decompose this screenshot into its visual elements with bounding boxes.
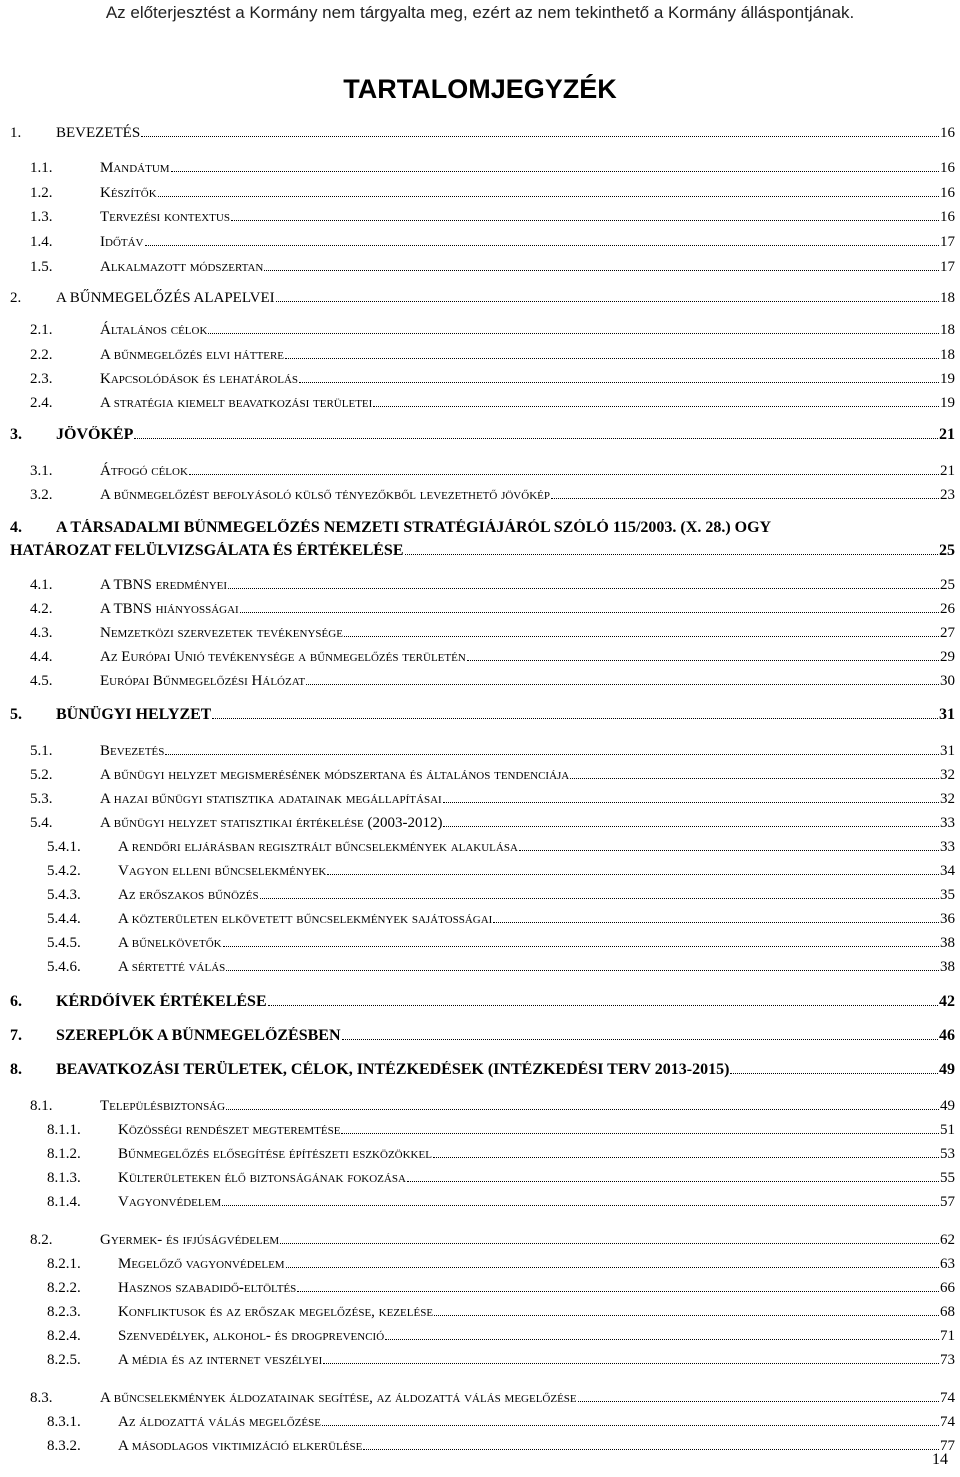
toc-entry-number: 2.1. [30,322,53,338]
toc-entry-2-2[interactable] [30,346,955,364]
toc-entry-title: Településbiztonság [100,1098,226,1114]
leader-dots [280,1243,939,1244]
toc-entry-title: Tervezési kontextus [100,209,230,225]
toc-entry-page: 31 [939,706,955,723]
toc-entry-5[interactable] [10,706,955,724]
toc-entry-title: Kapcsolódások és lehatárolás [100,371,299,387]
toc-entry-title: A bűnelkövetők [118,935,222,951]
leader-dots [467,660,939,661]
toc-entry-page: 68 [940,1304,955,1320]
leader-dots [222,1205,939,1206]
leader-dots [519,850,939,851]
toc-entry-number: 8.2.2. [47,1280,81,1296]
leader-dots [231,220,939,221]
toc-entry-2-1[interactable] [30,321,955,339]
toc-entry-title: Vagyonvédelem [118,1194,222,1210]
toc-entry-number: 5.3. [30,791,53,807]
toc-entry-title: Szenvedélyek, alkohol- és drogprevenció [118,1328,385,1344]
toc-entry-6[interactable] [10,993,955,1011]
toc-entry-page: 66 [940,1280,955,1296]
toc-entry-number: 4.4. [30,649,53,665]
toc-entry-page: 77 [940,1438,955,1454]
toc-entry-page: 73 [940,1352,955,1368]
toc-entry-page: 30 [940,673,955,689]
leader-dots [260,898,939,899]
toc-entry-page: 17 [940,259,955,275]
toc-entry-number: 5.4.3. [47,887,81,903]
toc-entry-page: 38 [940,959,955,975]
toc-entry-number: 5.4.1. [47,839,81,855]
toc-entry-5-2[interactable] [30,766,955,784]
toc-entry-number: 4.3. [30,625,53,641]
toc-entry-8-2-4[interactable] [47,1327,955,1345]
toc-entry-title: A bűnmegelőzést befolyásoló külső tényezőkből levezethető jövőkép [100,487,550,503]
toc-entry-number: 5.1. [30,743,53,759]
toc-entry-5-4-2[interactable] [47,862,955,880]
toc-entry-title: A sértetté válás [118,959,226,975]
toc-entry-title-continued: HATÁROZAT FELÜLVIZSGÁLATA ÉS ÉRTÉKELÉSE [10,542,404,559]
leader-dots [323,1363,939,1364]
toc-entry-number: 8.2. [30,1232,53,1248]
toc-entry-5-4[interactable] [30,814,955,832]
toc-entry-title: Gyermek- és ifjúságvédelem [100,1232,280,1248]
toc-entry-title: Mandátum [100,160,170,176]
toc-entry-page: 53 [940,1146,955,1162]
toc-entry-3-2[interactable] [30,486,955,504]
toc-entry-number: 1.4. [30,234,53,250]
toc-entry-8-3-2[interactable] [47,1437,955,1455]
toc-entry-number: 8.2.5. [47,1352,81,1368]
toc-entry-number: 5.4.4. [47,911,81,927]
toc-entry-1-4[interactable] [30,233,955,251]
toc-entry-number: 2. [10,290,22,306]
toc-entry-title: Az Európai Unió tevékenysége a bűnmegelőzés területén [100,649,466,665]
toc-entry-page: 26 [940,601,955,617]
toc-entry-number: 5.4.5. [47,935,81,951]
leader-dots [551,498,939,499]
toc-entry-page: 16 [940,125,955,141]
toc-entry-number: 8.2.4. [47,1328,81,1344]
toc-entry-page: 36 [940,911,955,927]
toc-entry-page: 17 [940,234,955,250]
leader-dots [433,1157,939,1158]
toc-entry-number: 8.3.1. [47,1414,81,1430]
toc-entry-2[interactable] [10,289,955,307]
toc-entry-page: 49 [939,1061,955,1078]
toc-entry-title: Hasznos szabadidő-eltöltés [118,1280,297,1296]
toc-entry-title: A másodlagos viktimizáció elkerülése [118,1438,363,1454]
leader-dots [385,1339,939,1340]
toc-entry-number: 8.1.4. [47,1194,81,1210]
toc-entry-number: 8.1.1. [47,1122,81,1138]
page-number: 14 [932,1451,948,1468]
toc-entry-title: A hazai bűnügyi statisztika adatainak megállapításai [100,791,442,807]
toc-entry-page: 55 [940,1170,955,1186]
toc-entry-4-5[interactable] [30,672,955,690]
toc-entry-title: BEAVATKOZÁSI TERÜLETEK, CÉLOK, INTÉZKEDÉSEK (INTÉZKEDÉSI TERV 2013-2015) [56,1061,730,1078]
leader-dots [322,1425,939,1426]
toc-entry-title: SZEREPLŐK A BŰNMEGELŐZÉSBEN [56,1027,341,1044]
leader-dots [189,474,939,475]
toc-entry-2-4[interactable] [30,394,955,412]
leader-dots [405,554,939,555]
toc-entry-title: Általános célok [100,322,208,338]
toc-entry-5-4-1[interactable] [47,838,955,856]
toc-entry-8-2-3[interactable] [47,1303,955,1321]
leader-dots [286,1267,939,1268]
leader-dots [363,1449,939,1450]
toc-entry-page: 62 [940,1232,955,1248]
toc-entry-number: 2.4. [30,395,53,411]
leader-dots [226,970,939,971]
toc-entry-number: 4. [10,519,22,536]
leader-dots [297,1291,939,1292]
leader-dots [208,333,939,334]
toc-entry-number: 5. [10,706,22,723]
toc-entry-number: 8.3.2. [47,1438,81,1454]
leader-dots [306,684,939,685]
toc-entry-number: 8.1. [30,1098,53,1114]
leader-dots [171,171,939,172]
toc-entry-page: 31 [940,743,955,759]
toc-entry-number: 6. [10,993,22,1010]
toc-entry-title: Konfliktusok és az erőszak megelőzése, kezelése [118,1304,434,1320]
leader-dots [342,1039,938,1040]
toc-entry-title: A bűncselekmények áldozatainak segítése, az áldozattá válás megelőzése [100,1390,577,1406]
leader-dots [212,718,938,719]
toc-entry-title: A rendőri eljárásban regisztrált bűncselekmények alakulása [118,839,518,855]
toc-entry-page: 71 [940,1328,955,1344]
toc-entry-title: A stratégia kiemelt beavatkozási területei [100,395,373,411]
toc-entry-page: 57 [940,1194,955,1210]
leader-dots [226,1109,939,1110]
leader-dots [223,946,939,947]
toc-entry-8-2-2[interactable] [47,1279,955,1297]
toc-entry-1-2[interactable] [30,184,955,202]
toc-entry-1-5[interactable] [30,258,955,276]
toc-entry-page: 63 [940,1256,955,1272]
toc-entry-title: Készítők [100,185,157,201]
toc-entry-number: 1.5. [30,259,53,275]
leader-dots [730,1073,938,1074]
toc-entry-number: 8.1.2. [47,1146,81,1162]
leader-dots [443,826,939,827]
toc-entry-number: 1. [10,125,22,141]
toc-entry-page: 38 [940,935,955,951]
toc-entry-8-3-1[interactable] [47,1413,955,1431]
toc-entry-8-2-1[interactable] [47,1255,955,1273]
leader-dots [268,1005,938,1006]
leader-dots [165,754,939,755]
toc-entry-page: 51 [940,1122,955,1138]
toc-entry-number: 4.1. [30,577,53,593]
toc-entry-3-1[interactable] [30,462,955,480]
toc-entry-title: Az áldozattá válás megelőzése [118,1414,321,1430]
leader-dots [134,438,938,439]
leader-dots [327,874,939,875]
leader-dots [578,1401,939,1402]
toc-entry-1[interactable] [10,124,955,142]
leader-dots [373,406,939,407]
toc-entry-title: A TBNS hiányosságai [100,601,239,617]
toc-entry-5-1[interactable] [30,742,955,760]
toc-entry-5-4-6[interactable] [47,958,955,976]
toc-entry-number: 5.4.6. [47,959,81,975]
leader-dots [407,1181,939,1182]
toc-entry-page: 74 [940,1390,955,1406]
disclaimer-header: Az előterjesztést a Kormány nem tárgyalta meg, ezért az nem tekinthető a Kormány álláspontjának. [105,3,855,22]
toc-entry-8-1-1[interactable] [47,1121,955,1139]
toc-entry-title: Alkalmazott módszertan [100,259,264,275]
leader-dots [228,588,939,589]
toc-entry-title: JÖVŐKÉP [56,426,134,443]
toc-entry-title: A média és az internet veszélyei [118,1352,323,1368]
toc-entry-page: 18 [940,290,955,306]
toc-entry-title: Közösségi rendészet megteremtése [118,1122,341,1138]
toc-entry-8-2-5[interactable] [47,1351,955,1369]
toc-entry-title: Vagyon elleni bűncselekmények [118,863,327,879]
toc-entry-title: BEVEZETÉS [56,125,141,141]
toc-entry-title: Megelőző vagyonvédelem [118,1256,285,1272]
toc-entry-page: 34 [940,863,955,879]
toc-entry-title: KÉRDŐÍVEK ÉRTÉKELÉSE [56,993,267,1010]
toc-entry-page: 21 [940,463,955,479]
toc-entry-4-1[interactable] [30,576,955,594]
toc-entry-number: 2.2. [30,347,53,363]
toc-entry-title: A TBNS eredményei [100,577,228,593]
leader-dots [299,382,939,383]
toc-entry-5-4-5[interactable] [47,934,955,952]
toc-entry-number: 5.4. [30,815,53,831]
toc-entry-number: 4.2. [30,601,53,617]
leader-dots [341,1133,939,1134]
toc-entry-1-3[interactable] [30,208,955,226]
leader-dots [158,196,939,197]
toc-entry-page: 21 [939,426,955,443]
toc-entry-number: 1.2. [30,185,53,201]
toc-entry-title: Bűnmegelőzés elősegítése építészeti eszközökkel [118,1146,432,1162]
toc-entry-title: A bűnügyi helyzet megismerésének módszertana és általános tendenciája [100,767,570,783]
toc-entry-8-1-2[interactable] [47,1145,955,1163]
toc-entry-number: 5.4.2. [47,863,81,879]
toc-entry-page: 18 [940,347,955,363]
toc-entry-1-1[interactable] [30,159,955,177]
leader-dots [570,778,939,779]
toc-entry-number: 8. [10,1061,22,1078]
toc-entry-5-4-3[interactable] [47,886,955,904]
toc-entry-2-3[interactable] [30,370,955,388]
toc-entry-4[interactable] [10,542,955,560]
toc-entry-8-3[interactable] [30,1389,955,1407]
toc-entry-page: 27 [940,625,955,641]
toc-entry-page: 19 [940,371,955,387]
leader-dots [145,245,940,246]
toc-entry-number: 1.1. [30,160,53,176]
toc-entry-title: Európai Bűnmegelőzési Hálózat [100,673,306,689]
leader-dots [493,922,939,923]
toc-entry-number: 4.5. [30,673,53,689]
toc-entry-5-3[interactable] [30,790,955,808]
toc-entry-5-4-4[interactable] [47,910,955,928]
toc-entry-number: 8.2.1. [47,1256,81,1272]
toc-entry-page: 49 [940,1098,955,1114]
toc-entry-page: 18 [940,322,955,338]
toc-entry-number: 8.2.3. [47,1304,81,1320]
leader-dots [240,612,939,613]
toc-entry-title: Bevezetés [100,743,165,759]
toc-entry-8[interactable] [10,1061,955,1079]
toc-entry-8-1-3[interactable] [47,1169,955,1187]
toc-entry-page: 16 [940,185,955,201]
toc-entry-number: 3. [10,426,22,443]
toc-entry-page: 25 [940,577,955,593]
toc-entry-title: A bűnmegelőzés elvi háttere [100,347,284,363]
toc-entry-8-2[interactable] [30,1231,955,1249]
toc-entry-page: 16 [940,209,955,225]
toc-entry-title: Átfogó célok [100,463,188,479]
toc-entry-title: A BŰNMEGELŐZÉS ALAPELVEI [56,290,275,306]
toc-entry-number: 8.1.3. [47,1170,81,1186]
toc-entry-page: 46 [939,1027,955,1044]
leader-dots [344,636,939,637]
toc-entry-number: 5.2. [30,767,53,783]
toc-entry-title: Külterületeken élő biztonságának fokozása [118,1170,406,1186]
toc-entry-title: A bűnügyi helyzet statisztikai értékelése (2003-2012) [100,815,443,831]
toc-entry-page: 19 [940,395,955,411]
toc-entry-4-line1[interactable] [10,519,955,537]
toc-entry-page: 74 [940,1414,955,1430]
leader-dots [434,1315,939,1316]
toc-entry-title: Időtáv [100,234,144,250]
toc-entry-page: 16 [940,160,955,176]
toc-entry-4-2[interactable] [30,600,955,618]
leader-dots [443,802,939,803]
toc-entry-title: BŰNÜGYI HELYZET [56,706,212,723]
toc-entry-7[interactable] [10,1027,955,1045]
toc-entry-number: 3.1. [30,463,53,479]
toc-entry-title: Nemzetközi szervezetek tevékenysége [100,625,343,641]
toc-entry-number: 2.3. [30,371,53,387]
toc-entry-page: 35 [940,887,955,903]
toc-entry-number: 3.2. [30,487,53,503]
toc-entry-page: 23 [940,487,955,503]
toc-entry-number: 7. [10,1027,22,1044]
leader-dots [141,136,939,137]
toc-entry-title: A TÁRSADALMI BŰNMEGELŐZÉS NEMZETI STRATÉGIÁJÁRÓL SZÓLÓ 115/2003. (X. 28.) OGY [56,519,772,536]
toc-entry-page: 33 [940,815,955,831]
toc-entry-page: 42 [939,993,955,1010]
toc-entry-number: 8.3. [30,1390,53,1406]
toc-entry-4-4[interactable] [30,648,955,666]
leader-dots [285,358,939,359]
toc-entry-title: Az erőszakos bűnözés [118,887,259,903]
toc-entry-page: 25 [939,542,955,559]
toc-entry-page: 32 [940,791,955,807]
toc-entry-page: 33 [940,839,955,855]
toc-entry-8-1[interactable] [30,1097,955,1115]
leader-dots [276,301,939,302]
toc-entry-3[interactable] [10,426,955,444]
toc-entry-8-1-4[interactable] [47,1193,955,1211]
toc-entry-title: A közterületen elkövetett bűncselekmények sajátosságai [118,911,493,927]
toc-entry-4-3[interactable] [30,624,955,642]
toc-entry-number: 1.3. [30,209,53,225]
toc-entry-page: 32 [940,767,955,783]
toc-entry-page: 29 [940,649,955,665]
leader-dots [264,270,939,271]
page-title: TARTALOMJEGYZÉK [343,74,617,104]
